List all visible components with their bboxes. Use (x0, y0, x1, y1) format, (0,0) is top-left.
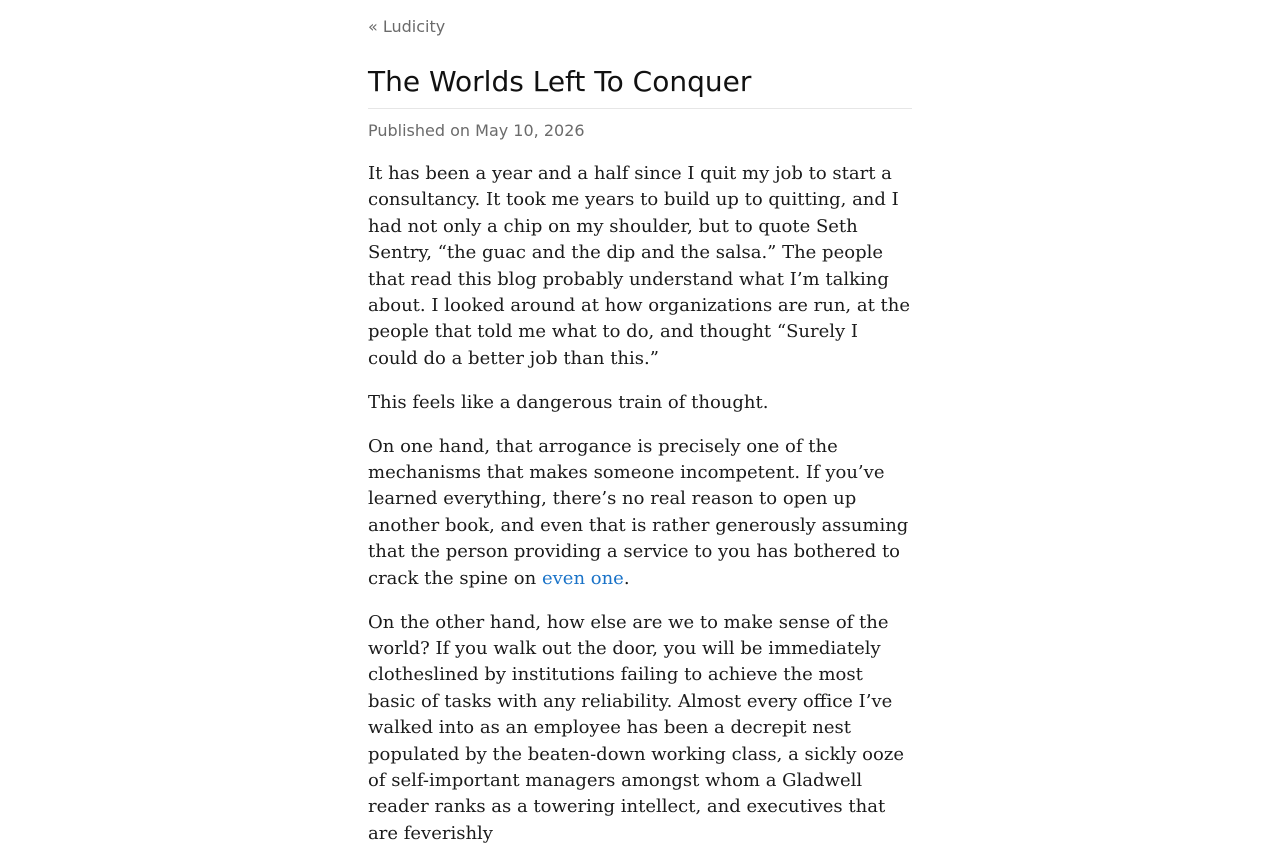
back-link-ludicity[interactable]: « Ludicity (368, 17, 446, 36)
paragraph-1: It has been a year and a half since I quit my job to start a consultancy. It took me years to build up to quitting, and I had not only a chip on my shoulder, but to quote Seth Sentry, “the guac and the dip and the salsa.” The people that read this blog probably understand what I’m talking about. I looked around at how organizations are run, at the people that told me what to do, and thought “Surely I could do a better job than this.” (368, 163, 911, 369)
page-container (368, 0, 912, 847)
paragraph-3 (368, 434, 912, 592)
paragraph-3-text-before: On one hand, that arrogance is precisely one of the mechanisms that makes someone incompetent. If you’ve learned everything, there’s no real reason to open up another book, and even that is rather generously assuming that the person providing a service to you has bothered to crack the spine on (368, 435, 909, 589)
published-date: Published on May 10, 2026 (368, 121, 585, 140)
paragraph-4: On the other hand, how else are we to make sense of the world? If you walk out the door, you will be immediately clotheslined by institutions failing to achieve the most basic of tasks with any reliability. Almost every office I’ve walked into as an employee has been a decrepit nest populated by the beaten-down working class, a sickly ooze of self-important managers amongst whom a Gladwell reader ranks as a towering intellect, and executives that are feverishly (368, 611, 904, 844)
paragraph-3-text-after: . (623, 567, 630, 589)
post-title: The Worlds Left To Conquer (368, 64, 912, 109)
article-body (368, 161, 912, 847)
even-one-link[interactable]: even one (541, 567, 624, 589)
paragraph-2: This feels like a dangerous train of thought. (368, 391, 769, 413)
